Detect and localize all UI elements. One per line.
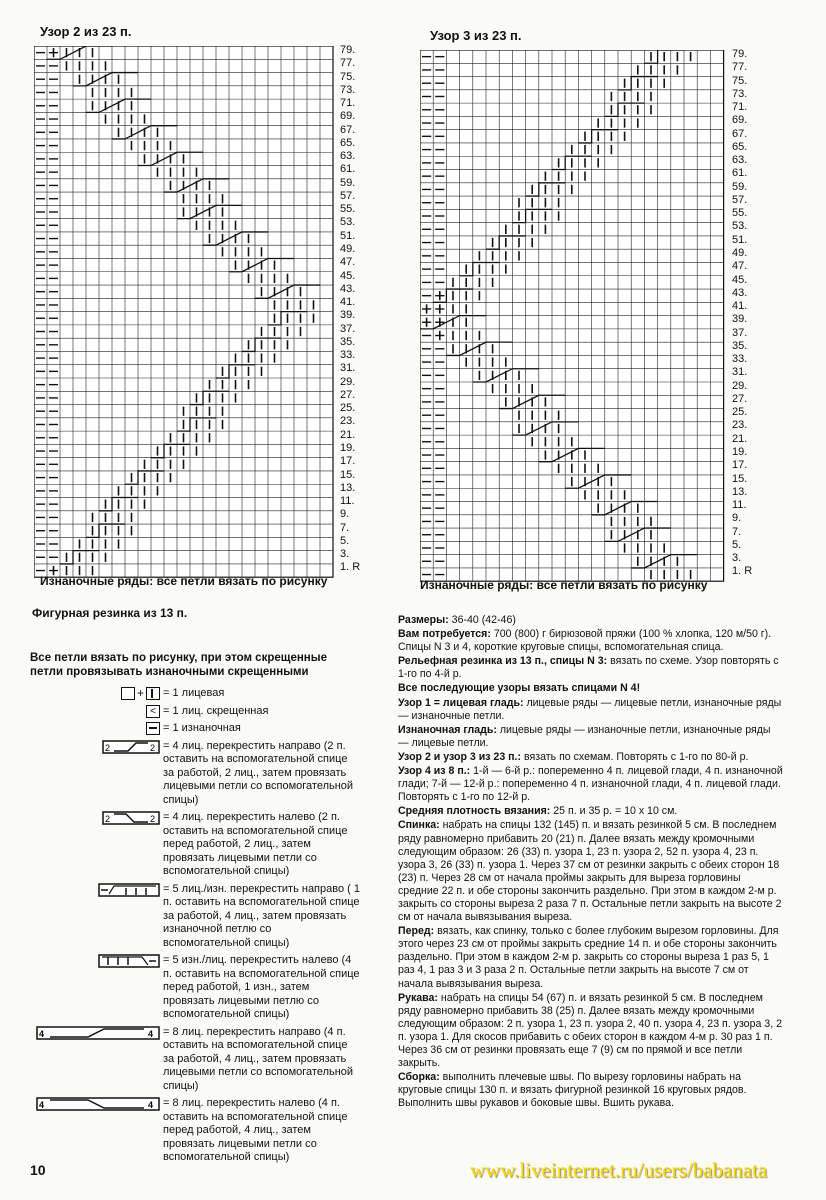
row-number: 63. <box>732 154 748 167</box>
svg-text:4: 4 <box>39 1028 45 1039</box>
row-number: 13. <box>732 485 748 498</box>
row-number: 17. <box>732 459 748 472</box>
row-number: 35. <box>732 339 748 352</box>
row-number: 19. <box>732 445 748 458</box>
cross-left-4-icon <box>102 811 160 825</box>
row-number: 15. <box>340 468 356 481</box>
row-number: 3. <box>340 548 350 561</box>
legend-cross-right-8: 4 4 = 8 лиц. перекрестить направо (4 п. оставить на вспомогательной спице за работой, 4 лиц., затем провязать лицевыми петли со вспомогательной спицы) <box>30 1026 360 1094</box>
row-number: 41. <box>732 300 748 313</box>
row-number: 23. <box>732 419 748 432</box>
row-number: 73. <box>340 83 356 96</box>
row-number: 49. <box>340 242 356 255</box>
gauge-para: Средняя плотность вязания: 25 п. и 35 р. = 10 х 10 см. <box>398 805 678 818</box>
row-number: 5. <box>340 534 350 547</box>
row-number: 67. <box>340 123 356 136</box>
legend-intro: Все петли вязать по рисунку, при этом скрещенные петли провязывать изнаночными скрещенными <box>30 652 327 678</box>
row-number: 69. <box>340 110 356 123</box>
pattern2-row-numbers <box>340 44 360 575</box>
pattern3-row-numbers <box>732 48 752 579</box>
watermark-url: www.liveinternet.ru/users/babanata <box>470 1158 768 1182</box>
row-number: 45. <box>732 273 748 286</box>
row-number: 59. <box>732 180 748 193</box>
sizes-para: Размеры: 36-40 (42-46) <box>398 614 516 626</box>
pattern1-para: Узор 1 = лицевая гладь: лицевые ряды — лицевые петли, изнаночные ряды — изнаночные петли. <box>398 696 782 722</box>
row-number: 37. <box>732 326 748 339</box>
row-number: 9. <box>732 512 742 525</box>
row-number: 25. <box>732 406 748 419</box>
row-number: 1. R <box>340 561 361 574</box>
row-number: 45. <box>340 269 356 282</box>
empty-cell-icon <box>121 687 135 700</box>
row-number: 1. R <box>732 565 753 578</box>
row-number: 37. <box>340 322 356 335</box>
row-number: 11. <box>340 495 355 508</box>
row-number: 27. <box>732 392 748 405</box>
row-number: 39. <box>732 313 748 326</box>
cross-right-8-icon <box>36 1026 160 1040</box>
knit-symbol: + <box>30 687 163 701</box>
row-number: 51. <box>340 229 356 242</box>
row-number: 23. <box>340 415 356 428</box>
cross-left-8-icon <box>36 1097 160 1111</box>
row-number: 7. <box>732 525 742 538</box>
row-number: 47. <box>340 256 356 269</box>
svg-text:4: 4 <box>148 1100 154 1110</box>
row-number: 47. <box>732 260 748 273</box>
row-number: 19. <box>340 441 356 454</box>
row-number: 25. <box>340 402 356 415</box>
row-number: 31. <box>732 366 748 379</box>
cross-right-4-icon <box>102 740 160 754</box>
row-number: 27. <box>340 388 356 401</box>
row-number: 55. <box>340 203 356 216</box>
row-number: 29. <box>340 375 356 388</box>
knit-cell-icon <box>146 687 160 700</box>
legend-knit: + = 1 лицевая <box>30 687 360 701</box>
row-number: 55. <box>732 207 748 220</box>
legend <box>30 652 360 1169</box>
row-number: 59. <box>340 176 356 189</box>
row-number: 57. <box>732 193 748 206</box>
legend-cross-left-4: 2 2 = 4 лиц. перекрестить налево (2 п. оставить на вспомогательной спице перед работой, 2 лиц., затем провязать лицевыми петли со вспомогательной спицы) <box>30 811 360 879</box>
svg-text:2: 2 <box>105 742 111 753</box>
row-number: 17. <box>340 455 356 468</box>
row-number: 49. <box>732 246 748 259</box>
row-number: 71. <box>340 97 356 110</box>
svg-text:2: 2 <box>105 814 111 824</box>
row-number: 41. <box>340 296 356 309</box>
row-number: 79. <box>732 48 748 60</box>
reverse-stockinette-para: Изнаночная гладь: лицевые ряды — изнаночные петли, изнаночные ряды — лицевые петли. <box>398 723 771 749</box>
purl-cell-icon <box>146 722 160 735</box>
svg-text:2: 2 <box>150 742 156 753</box>
twisted-knit-icon: < <box>146 705 160 718</box>
materials-para: Вам потребуется: 700 (800) г бирюзовой пряжи (100 % хлопка, 120 м/50 г). Спицы N 3 и 4, короткие круговые спицы, вспомогательная спица. <box>398 628 772 654</box>
row-number: 65. <box>732 140 748 153</box>
legend-cross-right-5: = 5 лиц./изн. перекрестить направо ( 1 п. оставить на вспомогательной спице за работой, 4 лиц., затем провязать изнаночной петлю со вспомогательной спицы) <box>30 883 360 951</box>
row-number: 69. <box>732 114 748 127</box>
row-number: 75. <box>732 74 748 87</box>
legend-twisted-knit: < = 1 лиц. скрещенная <box>30 705 360 719</box>
row-number: 9. <box>340 508 350 521</box>
row-number: 3. <box>732 552 742 565</box>
legend-cross-left-8: 4 4 = 8 лиц. перекрестить налево (4 п. оставить на вспомогательной спице перед работой, 4 лиц., затем провязать лицевыми петли со вспомогательной спицы) <box>30 1097 360 1165</box>
row-number: 53. <box>340 216 356 229</box>
page-number: 10 <box>30 1162 46 1178</box>
row-number: 11. <box>732 499 747 512</box>
rib-title: Фигурная резинка из 13 п. <box>32 606 188 620</box>
pattern2-title: Узор 2 из 23 п. <box>40 24 132 39</box>
row-number: 77. <box>732 61 748 74</box>
pattern3-title: Узор 3 из 23 п. <box>430 28 522 43</box>
row-number: 31. <box>340 362 356 375</box>
svg-text:2: 2 <box>150 814 156 824</box>
row-number: 65. <box>340 136 356 149</box>
pattern3-chart <box>420 50 726 582</box>
row-number: 71. <box>732 101 748 114</box>
row-number: 35. <box>340 335 356 348</box>
row-number: 21. <box>732 432 748 445</box>
row-number: 57. <box>340 189 356 202</box>
row-number: 21. <box>340 428 356 441</box>
legend-purl: = 1 изнаночная <box>30 722 360 736</box>
needles-note: Все последующие узоры вязать спицами N 4! <box>398 682 641 695</box>
row-number: 29. <box>732 379 748 392</box>
row-number: 43. <box>732 286 748 299</box>
back-para: Спинка: набрать на спицы 132 (145) п. и вязать резинкой 5 см. В последнем ряду равномерно прибавить 20 (21) п. Далее вязать между кромочными следующим образом: 26 (33) п. узора 1, 23 п. узора 2, 52 п. узора 4, 23 п. узора 3, 26 (33) п. узора 1. Через 37 см от резинки закрыть с обеих сторон 18 (23) п. Через 28 см от начала проймы закрыть для выреза горловины средние 22 п. и обе стороны закончить раздельно. При этом в каждом 2-м р. закрыть со стороны выреза 2 раза 7 п. Остальные петли закрыть на высоте 2 см от начала вывязывания выреза. <box>398 819 782 924</box>
row-number: 75. <box>340 70 356 83</box>
row-number: 63. <box>340 150 356 163</box>
row-number: 7. <box>340 521 350 534</box>
row-number: 39. <box>340 309 356 322</box>
pattern2-chart <box>34 46 334 578</box>
row-number: 53. <box>732 220 748 233</box>
row-number: 43. <box>340 282 356 295</box>
row-number: 5. <box>732 538 742 551</box>
row-number: 73. <box>732 87 748 100</box>
cross-right-5-icon <box>98 883 160 897</box>
row-number: 61. <box>340 163 356 176</box>
row-number: 67. <box>732 127 748 140</box>
pattern4-para: Узор 4 из 8 п.: 1-й — 6-й р.: попеременно 4 п. лицевой глади, 4 п. изнаночной глади; 7-й — 12-й р.: попеременно 4 п. изнаночной глади, 4 п. лицевой глади. Повторять с 1-го по 12-й р. <box>398 765 783 804</box>
row-number: 33. <box>340 349 356 362</box>
instructions <box>398 614 784 1111</box>
sleeves-para: Рукава: набрать на спицы 54 (67) п. и вязать резинкой 5 см. В последнем ряду равномерно прибавить 38 (25) п. Далее вязать между кромочными следующим образом: 2 п. узора 1, 23 п. узора 2, 40 п. узора 4, 23 п. узора 3, 2 п. узора 1. Для скосов прибавить с обеих сторон в каждом 4-м р. 30 раз 1 п. Через 36 см от резинки провязать еще 7 (9) см по прямой и все петли закрыть. <box>398 991 782 1070</box>
rib-para: Рельефная резинка из 13 п., спицы N 3: вязать по схеме. Узор повторять с 1-го по 4-й р. <box>398 655 779 681</box>
row-number: 51. <box>732 233 748 246</box>
row-number: 79. <box>340 44 356 56</box>
cross-left-5-icon <box>98 954 160 968</box>
row-number: 61. <box>732 167 748 180</box>
row-number: 33. <box>732 353 748 366</box>
assembly-para: Сборка: выполнить плечевые швы. По вырезу горловины набрать на круговые спицы 130 п. и вязать фигурной резинкой 16 круговых рядов. Выполнить швы рукавов и боковые швы. Вшить рукава. <box>398 1071 747 1110</box>
pattern23-para: Узор 2 и узор 3 из 23 п.: вязать по схемам. Повторять с 1-го по 80-й р. <box>398 750 749 763</box>
svg-text:4: 4 <box>39 1100 45 1110</box>
svg-text:4: 4 <box>148 1028 154 1039</box>
row-number: 77. <box>340 57 356 70</box>
legend-cross-right-4: 2 2 = 4 лиц. перекрестить направо (2 п. оставить на вспомогательной спице за работой, 2 лиц., затем провязать лицевыми петли со вспомогательной спицы) <box>30 740 360 808</box>
row-number: 13. <box>340 481 356 494</box>
pattern2-caption: Изнаночные ряды: все петли вязать по рисунку <box>40 574 328 588</box>
legend-cross-left-5: = 5 изн./лиц. перекрестить налево (4 п. оставить на вспомогательной спице перед работой, 1 изн., затем провязать лицевыми петлю со вспомогательной спицы) <box>30 954 360 1022</box>
front-para: Перед: вязать, как спинку, только с более глубоким вырезом горловины. Для этого через 23 см от проймы закрыть средние 14 п. и обе стороны закончить раздельно. При этом в каждом 2-м р. закрыть со стороны выреза 1 раз 5, 1 раз 4, 1 раз 3 и 3 раза 2 п. Остальные петли закрыть на высоте 7 см от начала вывязывания выреза. <box>398 925 779 990</box>
row-number: 15. <box>732 472 748 485</box>
pattern3-caption: Изнаночные ряды: все петли вязать по рисунку <box>420 578 708 592</box>
